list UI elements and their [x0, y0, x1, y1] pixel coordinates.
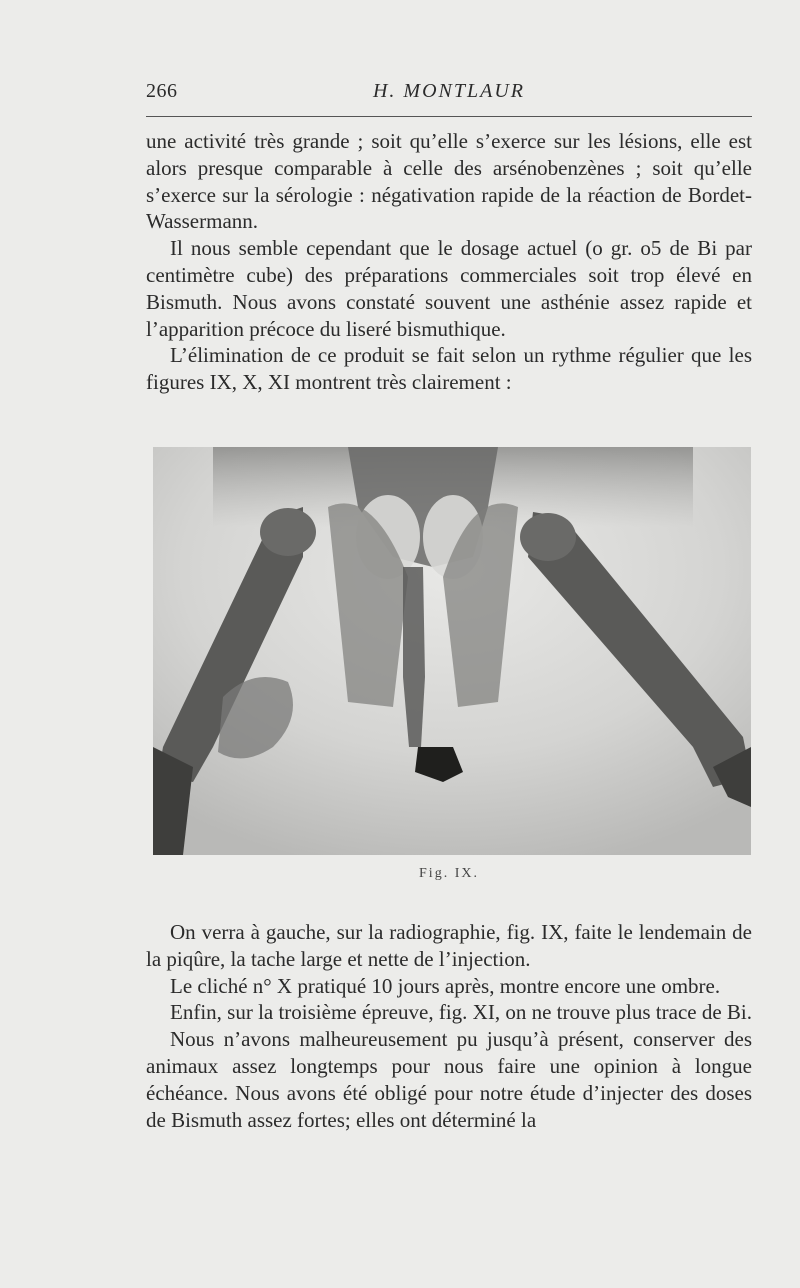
paragraph: Enfin, sur la troisième épreuve, fig. XI, on ne trouve plus trace de Bi. [170, 1000, 752, 1025]
header-rule [146, 116, 752, 117]
page-number: 266 [146, 80, 178, 102]
paragraph: L’élimination de ce produit se fait selon un rythme régulier que les figures IX, X, XI montrent très clairement : [146, 343, 752, 395]
paragraph: une activité très grande ; soit qu’elle s’exerce sur les lésions, elle est alors presque comparable à celle des arsénobenzènes ; soit qu’elle s’exerce sur la sérologie : négativation rapide de la réaction de Bordet-Wassermann. [146, 129, 752, 234]
running-title: H. MONTLAUR [372, 80, 525, 102]
text-block-bottom [146, 919, 752, 1133]
paragraph: On verra à gauche, sur la radiographie, fig. IX, faite le lendemain de la piqûre, la tache large et nette de l’injection. [146, 920, 752, 971]
paragraph: Le cliché n° X pratiqué 10 jours après, montre encore une ombre. [170, 973, 721, 998]
paragraph: Nous n’avons malheureusement pu jusqu’à présent, conserver des animaux assez longtemps pour nous faire une opinion à longue échéance. Nous avons été obligé pour notre étude d’injecter des doses de Bismuth assez fortes; elles ont déterminé la [146, 1027, 752, 1132]
paragraph: Il nous semble cependant que le dosage actuel (o gr. o5 de Bi par centimètre cube) des préparations commerciales soit trop élevé en Bismuth. Nous avons constaté souvent une asthénie assez rapide et l’apparition précoce du liseré bismuthique. [146, 236, 752, 341]
text-block-top [146, 128, 752, 396]
radiograph-figure [153, 447, 751, 855]
radiograph-image [153, 447, 751, 855]
figure-caption: Fig. IX. [419, 866, 479, 881]
page-header [146, 80, 752, 104]
